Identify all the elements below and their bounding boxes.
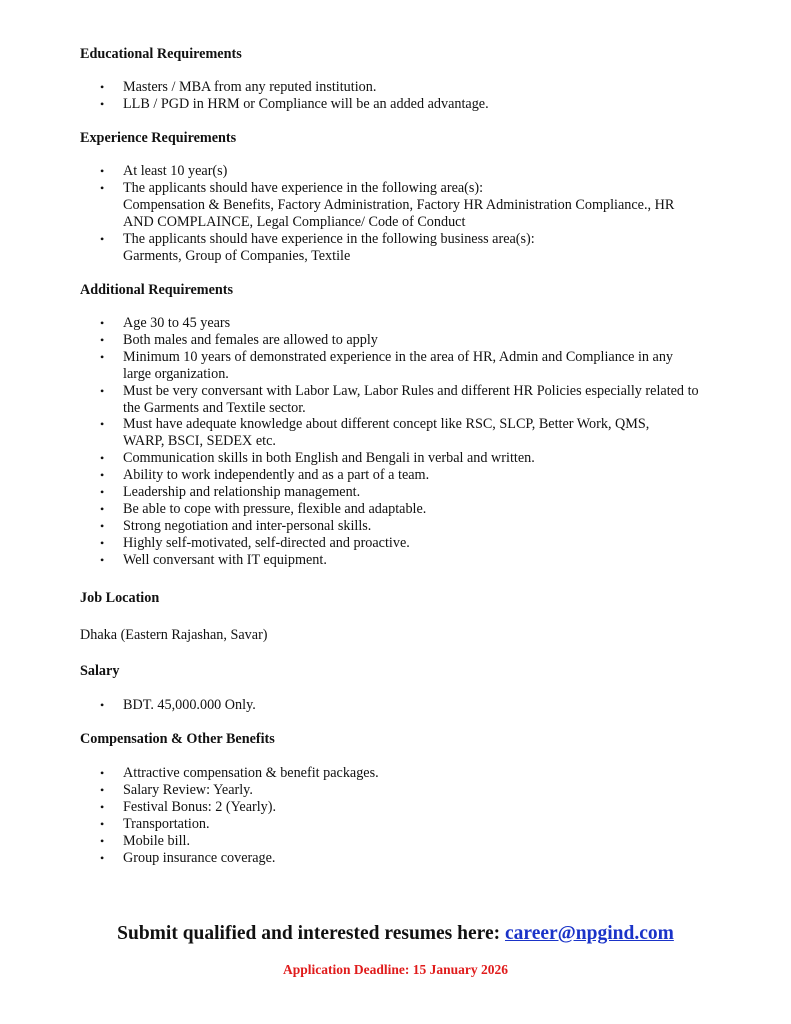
bullet-icon: • [100,349,105,364]
list-item: • Communication skills in both English and Bengali in verbal and written. [100,450,535,467]
additional-heading: Additional Requirements [80,282,234,298]
additional-list [0,315,720,569]
bullet-icon: • [100,552,105,567]
location-heading: Job Location [80,590,160,606]
list-item: • LLB / PGD in HRM or Compliance will be an added advantage. [100,95,489,112]
list-item: • Group insurance coverage. [100,849,276,866]
bullet-icon: • [100,180,105,195]
submit-text: Submit qualified and interested resumes here: [117,923,505,944]
bullet-icon: • [100,451,105,466]
bullet-icon: • [100,833,105,848]
list-item: • Age 30 to 45 years [100,315,231,331]
bullet-icon: • [100,468,105,483]
bullet-icon: • [100,231,105,246]
education-heading: Educational Requirements [80,46,242,62]
list-item: • Transportation. [100,815,210,832]
list-item: • Both males and females are allowed to apply [100,331,378,348]
location-value: Dhaka (Eastern Rajashan, Savar) [80,627,268,643]
bullet-icon: • [100,535,105,550]
bullet-icon: • [100,417,105,432]
list-item: • Mobile bill. [100,832,190,849]
list-item: • The applicants should have experience in the following area(s): Compensation & Benefits, Factory Administration, Factory HR Administration Compliance., HR AND COMPLAINCE, Legal Compliance/ Code of Conduct [0,180,720,231]
bullet-icon: • [100,850,105,865]
bullet-icon: • [100,383,105,398]
bullet-icon: • [100,332,105,347]
bullet-icon: • [100,316,105,330]
list-item: • BDT. 45,000.000 Only. [100,697,256,713]
education-list [0,79,720,113]
bullet-icon: • [100,485,105,500]
bullet-icon: • [100,501,105,516]
list-item: • Be able to cope with pressure, flexible and adaptable. [100,500,427,517]
experience-areas: Compensation & Benefits, Factory Administration, Factory HR Administration Compliance., HR AND COMPLAINCE, Legal Compliance/ Code of Conduct [123,196,675,230]
list-item: • The applicants should have experience in the following business area(s): Garments, Group of Companies, Textile [0,231,720,265]
career-email-link[interactable]: career@npgind.com [504,923,674,944]
benefits-heading: Compensation & Other Benefits [80,731,275,747]
benefits-list [0,765,720,866]
bullet-icon: • [100,96,105,111]
list-item: • At least 10 year(s) [100,163,228,179]
experience-heading: Experience Requirements [80,130,237,146]
salary-list [0,697,720,714]
list-item: • Strong negotiation and inter-personal skills. [100,517,372,534]
list-item: • Festival Bonus: 2 (Yearly). [100,798,277,815]
business-areas: Garments, Group of Companies, Textile [123,247,351,264]
bullet-icon: • [100,782,105,797]
list-item: • Highly self-motivated, self-directed and proactive. [100,534,410,551]
list-item: • Must be very conversant with Labor Law, Labor Rules and different HR Policies especially related to the Garments and Textile sector. [100,382,699,416]
salary-heading: Salary [80,663,120,679]
list-item: • Leadership and relationship management. [100,484,361,501]
bullet-icon: • [100,80,105,94]
bullet-icon: • [100,799,105,814]
list-item: • Must have adequate knowledge about different concept like RSC, SLCP, Better Work, QMS, WARP, BSCI, SEDEX etc. [100,416,650,450]
bullet-icon: • [100,518,105,533]
list-item: • Well conversant with IT equipment. [100,551,327,568]
bullet-icon: • [100,766,105,780]
submit-instructions [0,922,791,946]
list-item: • Salary Review: Yearly. [100,781,253,798]
bullet-icon: • [100,164,105,178]
bullet-icon: • [100,816,105,831]
list-item: • Attractive compensation & benefit packages. [100,765,379,781]
application-deadline: Application Deadline: 15 January 2026 [282,962,509,977]
list-item: • Ability to work independently and as a part of a team. [100,467,430,484]
list-item: • Masters / MBA from any reputed institution. [100,79,377,95]
list-item: • Minimum 10 years of demonstrated experience in the area of HR, Admin and Compliance in any large organization. [100,348,674,382]
experience-list [0,163,720,264]
bullet-icon: • [100,698,105,712]
